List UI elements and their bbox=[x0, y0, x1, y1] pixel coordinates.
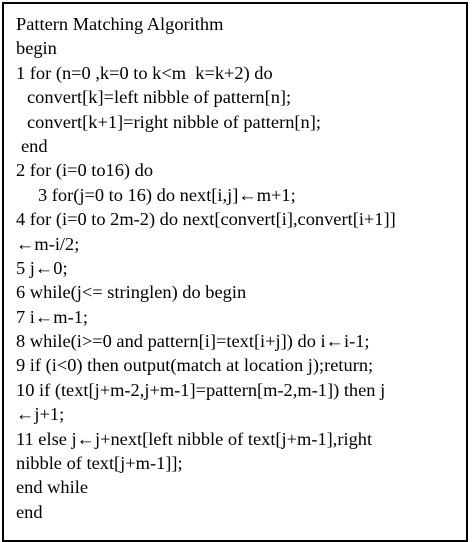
code-line: 7 i←m-1; bbox=[16, 306, 89, 327]
code-line: end while bbox=[16, 477, 89, 498]
code-line: nibble of text[j+m-1]]; bbox=[16, 453, 183, 474]
code-line: 2 for (i=0 to16) do bbox=[16, 160, 154, 181]
code-line: 10 if (text[j+m-2,j+m-1]=pattern[m-2,m-1]) then j bbox=[16, 379, 386, 400]
code-line: convert[k]=left nibble of pattern[n]; bbox=[27, 87, 292, 108]
code-line: 9 if (i<0) then output(match at location j);return; bbox=[16, 355, 374, 376]
code-line: 3 for(j=0 to 16) do next[i,j]←m+1; bbox=[38, 184, 296, 205]
code-line: end bbox=[21, 135, 48, 156]
algorithm-title: Pattern Matching Algorithm bbox=[16, 14, 224, 34]
code-line: 4 for (i=0 to 2m-2) do next[convert[i],convert[i+1]] bbox=[16, 209, 396, 230]
code-line: 11 else j←j+next[left nibble of text[j+m-1],right bbox=[16, 428, 373, 449]
algorithm-box bbox=[2, 2, 468, 542]
code-line: 5 j←0; bbox=[16, 257, 68, 278]
code-line: begin bbox=[16, 38, 57, 59]
code-line: ←m-i/2; bbox=[16, 233, 80, 254]
code-line: 6 while(j<= stringlen) do begin bbox=[16, 282, 247, 303]
code-line: ←j+1; bbox=[16, 404, 65, 425]
code-line: 1 for (n=0 ,k=0 to k<m k=k+2) do bbox=[16, 62, 273, 83]
algorithm-listing bbox=[16, 12, 462, 524]
code-line: convert[k+1]=right nibble of pattern[n]; bbox=[27, 111, 321, 132]
code-line: end bbox=[16, 501, 43, 522]
code-line: 8 while(i>=0 and pattern[i]=text[i+j]) do i←i-1; bbox=[16, 331, 370, 352]
